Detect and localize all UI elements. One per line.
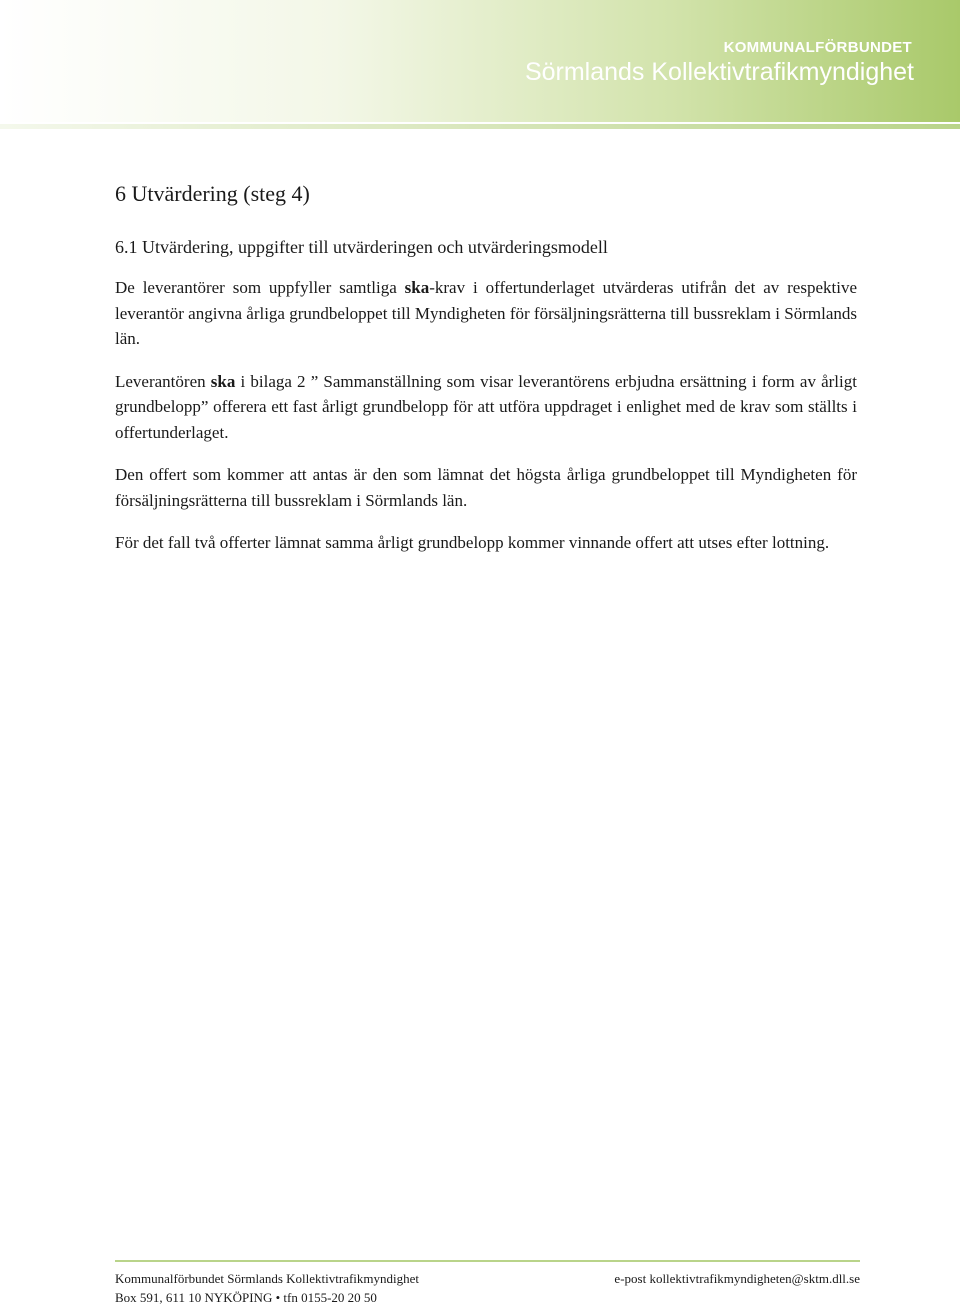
paragraph-supplier-offer [115,369,857,446]
document-body [115,177,857,573]
paragraph-tie-break: För det fall två offerter lämnat samma årligt grundbelopp kommer vinnande offert att utses efter lottning. [115,533,830,552]
emphasis-ska: ska [210,371,236,391]
footer-org: Kommunalförbundet Sörmlands Kollektivtrafikmyndighet [115,1271,420,1286]
paragraph-winning-offer: Den offert som kommer att antas är den som lämnat det högsta årliga grundbeloppet till Myndigheten för försäljningsrätterna till bussreklam i Sörmlands län. [115,465,857,510]
paragraph-text: i bilaga 2 ” Sammanställning som visar leverantörens erbjudna ersättning i form av årligt grundbelopp” offerera ett fast årligt grundbelopp för att utföra uppdraget i enlighet med de krav som ställts i offertunderlaget. [115,371,857,442]
subsection-heading: 6.1 Utvärdering, uppgifter till utvärderingen och utvärderingsmodell [115,237,608,257]
org-name-large: Sörmlands Kollektivtrafikmyndighet [524,58,914,86]
paragraph-evaluation-basis [115,275,857,352]
footer-address: Box 591, 611 10 NYKÖPING • tfn 0155-20 20 50 [115,1290,377,1305]
page-footer [115,1269,860,1307]
header-divider [0,124,960,129]
paragraph-text: De leverantörer som uppfyller samtliga [115,278,405,297]
footer-divider [115,1260,860,1262]
footer-email: e-post kollektivtrafikmyndigheten@sktm.dll.se [614,1271,860,1286]
paragraph-text: -krav i offertunderlaget utvärderas utifrån det av respektive leverantör angivna årliga grundbeloppet till Myndigheten för försäljningsrätterna till bussreklam i Sörmlands län. [115,278,857,348]
paragraph-text: Leverantören [115,371,211,391]
section-heading: 6 Utvärdering (steg 4) [115,181,310,206]
emphasis-ska: ska [404,278,430,297]
org-name-small: KOMMUNALFÖRBUNDET [723,39,912,56]
